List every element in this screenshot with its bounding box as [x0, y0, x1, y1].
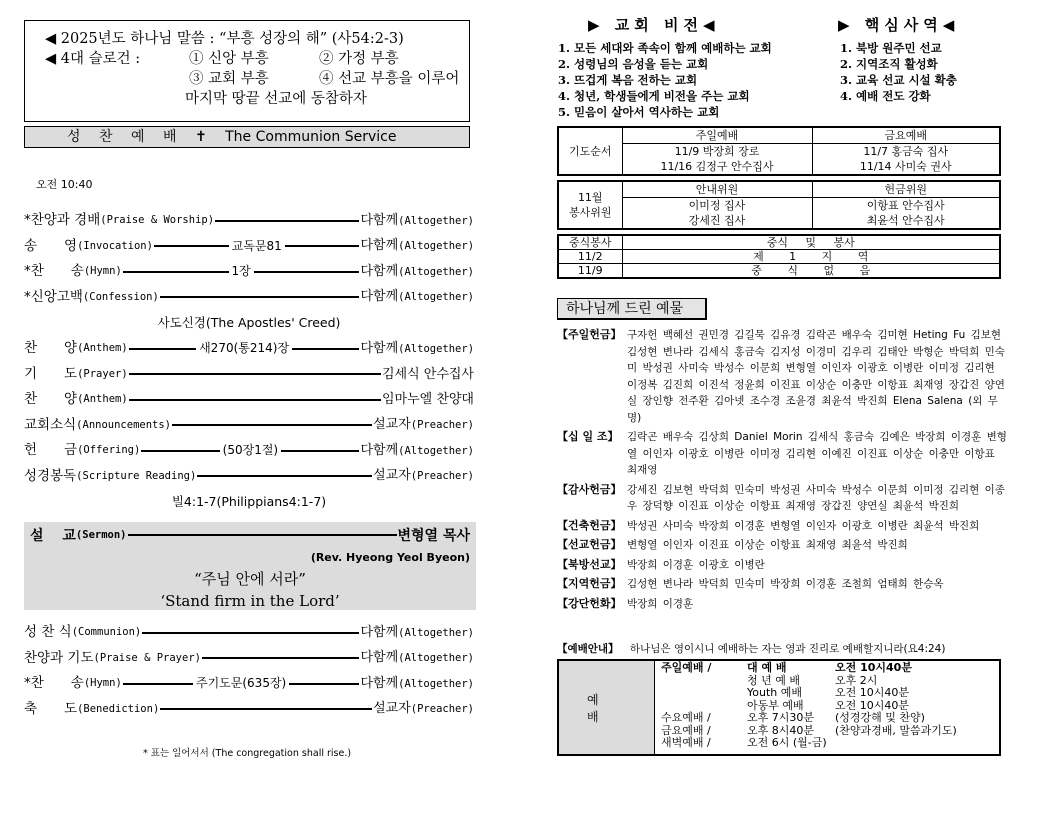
order-item-english: (Announcements): [76, 418, 171, 431]
leader-line: [129, 348, 196, 350]
order-item-english: (Invocation): [77, 239, 153, 252]
order-item-name: 찬양과 기도: [24, 649, 94, 666]
worship-label: 예배: [559, 661, 655, 754]
sermon-en: (Sermon): [75, 528, 127, 541]
header-char: 성: [67, 129, 81, 145]
leader-english: (Altogether): [398, 291, 474, 303]
offering-committee-header: 헌금위원: [812, 181, 1000, 198]
order-item-name: 찬 양: [24, 340, 78, 356]
offering-names: 박장희 이경훈: [627, 597, 694, 610]
offering-names: 김성현 변나라 박덕희 민숙미 박장희 이경훈 조철희 엄태희 한승옥: [627, 578, 944, 590]
offering-names: 김락곤 배우숙 김상희 Daniel Morin 김세식 홍금숙 김예은 박장희 이경훈 변형열 이인자 이광호 이병란 이미정 김리현 이예진 이진표 이상순 이충만 이항표 최재영: [627, 431, 1007, 476]
leader-english: (Preacher): [410, 703, 474, 715]
leader-line: [197, 475, 372, 477]
schedule-a: 주일예배 /: [661, 661, 712, 674]
worship-schedule-lines: [655, 661, 999, 754]
usher-header: 안내위원: [622, 181, 812, 198]
worship-schedule-line: [661, 687, 999, 700]
vision-item: 1. 모든 세대와 족속이 함께 예배하는 교회: [558, 41, 772, 55]
schedule-c: 오전 10시40분: [835, 686, 909, 699]
header-char: 예: [130, 129, 145, 145]
sermon-name: 설 교: [30, 527, 76, 544]
leader-line: [281, 450, 359, 452]
offering-category: 【북방선교】: [557, 557, 622, 571]
order-item-leader: [360, 208, 474, 235]
leader-english: (Altogether): [398, 214, 474, 227]
worship-verse: 하나님은 영이시니 예배하는 자는 영과 진리로 예배할지니라(요4:24): [629, 643, 946, 655]
leader-english: (Altogether): [398, 626, 474, 639]
lunch-value: 제 1 지 역: [622, 250, 1000, 264]
offering-committee: 이항표 안수집사 최윤석 안수집사: [812, 198, 1000, 230]
sermon-preacher-en: (Rev. Hyeong Yeol Byeon): [310, 550, 470, 564]
schedule-b: 아동부 예배: [747, 698, 804, 712]
order-item-leader: [360, 259, 474, 286]
schedule-b: 오전 6시 (월-금): [747, 736, 827, 749]
offering-row: [557, 557, 1007, 574]
offering-names: 강세진 김보현 박덕희 민숙미 박성권 사미숙 박성수 이문희 이미정 김리현 이종우 장덕향 이진표 이상순 이항표 최재영 장갑진 양연실 최윤석 박진희: [627, 483, 1005, 512]
order-item-name: 성 찬 식: [24, 624, 72, 640]
order-item-name: *찬양과 경배: [24, 212, 101, 228]
leader-name: 다함께: [360, 212, 399, 228]
order-item-name: 송 영: [24, 237, 78, 254]
worship-schedule-line: [661, 675, 999, 688]
order-item-leader: [360, 645, 474, 672]
schedule-c: (성경강해 및 찬양): [835, 711, 925, 724]
slogan-tail: 마지막 땅끝 선교에 동참하자: [185, 91, 367, 107]
leader-name: 다함께: [360, 340, 399, 356]
vision-list: [558, 40, 772, 120]
motto-line: ◀ 2025년도 하나님 말씀 : “부흥 성장의 해” (사54:2-3): [45, 31, 404, 47]
order-item-english: (Hymn): [83, 677, 122, 689]
core-title: ▶ 핵심사역◀: [838, 16, 960, 34]
leader-name: 다함께: [360, 263, 399, 279]
slogan-item: ② 가정 부흥: [319, 51, 399, 67]
order-item-leader: [373, 696, 474, 723]
schedule-c: 오전 10시40분: [835, 698, 909, 712]
offering-row: [557, 596, 1007, 613]
worship-schedule-table: [557, 659, 1001, 756]
order-row: [24, 464, 474, 490]
leader-english: (Altogether): [398, 342, 475, 355]
core-item: 1. 북방 원주민 선교: [840, 41, 942, 55]
order-row: [24, 671, 474, 697]
offering-row: [557, 537, 1007, 554]
worship-schedule-line: [661, 662, 999, 675]
cross-icon: ✝: [194, 129, 207, 145]
order-row: [24, 208, 474, 234]
schedule-b: 오후 7시30분: [747, 711, 814, 724]
header-char: 배: [162, 129, 177, 145]
offering-names: 박장희 이경훈 이광호 이병란: [627, 558, 765, 571]
slogan-label: ◀ 4대 슬로건 :: [45, 51, 141, 67]
slogan-item: ④ 선교 부흥을 이루어: [319, 71, 460, 87]
leader-name: 설교자: [373, 417, 411, 432]
order-row: [24, 234, 474, 260]
slogan-item: ① 신앙 부흥: [189, 51, 269, 67]
schedule-a: 금요예배 /: [661, 723, 711, 737]
schedule-a: 수요예배 /: [661, 711, 711, 724]
order-item-detail: (50장1절): [222, 443, 279, 457]
order-item-leader: [360, 284, 474, 311]
order-item-english: (Communion): [71, 626, 142, 638]
order-item-detail: 1장: [231, 264, 251, 278]
core-item: 4. 예배 전도 강화: [840, 89, 931, 103]
leader-name: 김세식 안수집사: [381, 366, 474, 382]
offering-category: 【건축헌금】: [557, 518, 622, 532]
schedule-c: (찬양과경배, 말씀과기도): [835, 723, 957, 737]
header-char: 찬: [98, 129, 113, 145]
schedule-b: Youth 예배: [747, 686, 802, 699]
worship-schedule-line: [661, 712, 999, 725]
schedule-c: 오후 2시: [835, 673, 878, 687]
friday-prayer: 11/7 홍금숙 집사 11/14 사미숙 권사: [812, 144, 1000, 176]
leader-english: (Altogether): [398, 265, 474, 278]
worship-info-key: 【예배안내】: [557, 643, 619, 655]
leader-name: 다함께: [360, 650, 399, 665]
order-item-leader: [360, 671, 474, 698]
leader-english: (Altogether): [398, 240, 475, 252]
leader-line: [215, 220, 359, 222]
leader-name: 다함께: [360, 624, 399, 640]
order-item-leader: [360, 438, 474, 465]
order-item-leader: [382, 387, 474, 413]
worship-schedule-line: [661, 725, 999, 738]
leader-name: 다함께: [360, 442, 399, 458]
schedule-b: 대 예 배: [747, 661, 787, 674]
order-item-english: (Praise & Worship): [100, 214, 215, 226]
leader-name: 다함께: [360, 675, 399, 691]
order-item-english: (Benediction): [77, 702, 160, 715]
offering-list: [557, 327, 1007, 615]
prayer-order-table: [557, 126, 1001, 176]
slogan-item: ③ 교회 부흥: [189, 71, 269, 87]
order-item-leader: [373, 463, 474, 490]
offering-names: 변형열 이인자 이진표 이상순 이항표 최재영 최윤석 박진희: [627, 539, 908, 551]
scripture-line: 빌4:1-7(Philippians4:1-7): [171, 494, 327, 509]
offering-category: 【강단헌화】: [557, 596, 622, 610]
order-row: [24, 697, 474, 723]
core-list: [840, 40, 957, 104]
order-of-worship-1: [24, 208, 474, 310]
order-item-english: (Confession): [82, 290, 159, 303]
leader-line: [141, 450, 219, 452]
leader-line: [123, 683, 193, 685]
leader-name: 설교자: [373, 468, 411, 483]
offering-category: 【선교헌금】: [557, 538, 622, 551]
sermon-box: [24, 522, 476, 610]
lunch-date: 11/2: [558, 250, 622, 264]
leader-line: [129, 399, 381, 401]
offering-row: [557, 429, 1007, 479]
leader-english: (Preacher): [410, 419, 474, 431]
schedule-c: 오전 10시40분: [835, 661, 912, 674]
order-item-leader: [360, 336, 474, 363]
order-item-name: 성경봉독: [24, 467, 77, 484]
order-item-english: (Hymn): [83, 265, 122, 277]
sermon-title-ko: “주님 안에 서라”: [194, 569, 306, 588]
order-of-worship-2: [24, 336, 474, 489]
schedule-a: [661, 687, 747, 700]
order-item-english: (Offering): [77, 444, 141, 456]
offering-section-title: 하나님께 드린 예물: [557, 298, 707, 320]
sunday-header: 주일예배: [622, 127, 812, 144]
order-row: [24, 438, 474, 464]
leader-line: [292, 348, 359, 350]
offering-category: 【감사헌금】: [557, 482, 622, 496]
worship-schedule-line: [661, 700, 999, 713]
leader-name: 설교자: [373, 701, 411, 716]
order-row: [24, 413, 474, 439]
schedule-b: 오후 8시40분: [747, 723, 814, 737]
order-row: [24, 620, 474, 646]
order-item-detail: 교독문81: [231, 238, 282, 253]
volunteer-table: [557, 180, 1001, 230]
order-of-worship-3: [24, 620, 474, 722]
order-item-name: 축 도: [24, 700, 78, 717]
leader-line: [202, 657, 359, 659]
core-item: 3. 교육 선교 시설 확충: [840, 73, 957, 87]
order-item-name: 교회소식: [24, 416, 77, 433]
header-english: The Communion Service: [225, 129, 397, 145]
order-item-leader: [382, 362, 474, 388]
leader-line: [123, 271, 229, 273]
schedule-a: 새벽예배 /: [661, 736, 711, 749]
core-item: 2. 지역조직 활성화: [840, 57, 938, 71]
vision-item: 4. 청년, 학생들에게 비전을 주는 교회: [558, 89, 750, 103]
order-row: [24, 362, 474, 388]
leader-english: (Altogether): [398, 677, 474, 690]
offering-row: [557, 518, 1007, 535]
order-item-english: (Praise & Prayer): [93, 651, 201, 664]
leader-line: [254, 271, 360, 273]
lunch-label: 중식봉사: [558, 235, 622, 250]
order-item-detail: 주기도문(635장): [196, 676, 287, 690]
order-item-name: 찬 양: [24, 391, 78, 407]
order-row: [24, 285, 474, 311]
lunch-value: 중 식 없 음: [622, 264, 1000, 279]
schedule-a: [661, 675, 747, 688]
ushers: 이미정 집사 강세진 집사: [622, 198, 812, 230]
offering-row: [557, 327, 1007, 426]
leader-name: 임마누엘 찬양대: [381, 392, 474, 407]
order-item-english: (Scripture Reading): [76, 469, 197, 482]
worship-schedule-line: [661, 737, 999, 750]
order-item-leader: [360, 620, 474, 647]
leader-name: 다함께: [360, 238, 399, 253]
offering-category: 【주일헌금】: [557, 328, 622, 341]
order-item-name: *찬 송: [24, 675, 84, 691]
leader-name: 다함께: [360, 289, 399, 304]
friday-header: 금요예배: [812, 127, 1000, 144]
order-row: [24, 387, 474, 413]
leader-line: [289, 683, 359, 685]
volunteer-label: 11월 봉사위원: [558, 181, 622, 229]
leader-line: [154, 245, 229, 247]
sunday-prayer: 11/9 박장희 장로 11/16 김정구 안수집사: [622, 144, 812, 176]
worship-info-line: [557, 641, 945, 656]
offering-row: [557, 576, 1007, 593]
schedule-b: 청 년 예 배: [747, 673, 800, 687]
prayer-label: 기도순서: [558, 127, 622, 175]
vision-item: 2. 성령님의 음성을 듣는 교회: [558, 57, 709, 71]
lunch-date: 11/9: [558, 264, 622, 279]
order-row: [24, 646, 474, 672]
vision-item: 3. 뜨겁게 복음 전하는 교회: [558, 73, 698, 87]
lunch-header: 중식 및 봉사: [622, 235, 1000, 250]
sermon-preacher: 변형열 목사: [397, 527, 470, 544]
vision-title: ▶ 교회 비전◀: [588, 16, 720, 34]
rise-note: * 표는 일어서서 (The congregation shall rise.): [142, 748, 352, 759]
order-item-leader: [360, 233, 474, 260]
offering-category: 【십 일 조】: [557, 430, 619, 443]
order-item-name: *신앙고백: [24, 288, 83, 305]
order-item-detail: 새270(통214)장: [199, 341, 290, 355]
order-item-name: 헌 금: [24, 442, 78, 458]
leader-english: (Altogether): [398, 444, 474, 457]
leader-line: [128, 534, 397, 536]
vision-item: 5. 믿음이 살아서 역사하는 교회: [558, 105, 720, 119]
offering-category: 【지역헌금】: [557, 577, 622, 590]
order-item-name: 기 도: [24, 365, 78, 382]
order-item-english: (Prayer): [77, 367, 128, 380]
service-time: 오전 10:40: [36, 178, 93, 191]
leader-line: [129, 373, 381, 375]
order-row: [24, 259, 474, 285]
leader-line: [285, 245, 360, 247]
creed-line: 사도신경(The Apostles' Creed): [157, 315, 341, 330]
order-item-english: (Anthem): [77, 393, 128, 405]
service-header: [24, 126, 470, 148]
order-item-leader: [373, 412, 474, 439]
order-item-english: (Anthem): [77, 342, 128, 354]
offering-row: [557, 482, 1007, 515]
leader-line: [160, 296, 360, 298]
offering-names: 박성권 사미숙 박장희 이경훈 변형열 이인자 이광호 이병란 최윤석 박진희: [627, 519, 980, 532]
sermon-title-en: ‘Stand firm in the Lord’: [160, 591, 340, 610]
yearly-motto-box: [24, 20, 470, 122]
scripture-block: [24, 489, 474, 515]
creed-block: [24, 310, 474, 336]
leader-line: [172, 424, 372, 426]
order-row: [24, 336, 474, 362]
lunch-service-table: [557, 234, 1001, 279]
leader-english: (Preacher): [410, 470, 474, 482]
order-item-name: *찬 송: [24, 263, 84, 279]
leader-line: [142, 632, 359, 634]
leader-english: (Altogether): [398, 652, 474, 664]
leader-line: [160, 708, 372, 710]
offering-names: 구자헌 백혜선 권민경 김길묵 김유경 김락곤 배우숙 김미현 Heting Fu 김보현 김성현 변나라 김세식 홍금숙 김지성 이경미 김우리 김태안 박형순 박덕희 민숙미 박성권 사미숙 박성수 이문희 변형열 이인자 이광호 이병란 이미정 김리현 이정복 김진희 이진석 정윤희 이진표 이상순 이충만 이항표 최재영 장갑진 양연실 장인향 전주환 김아넷 조수경 조윤경 최윤석 박진희 Elena Salena (외 무명): [627, 329, 1005, 424]
